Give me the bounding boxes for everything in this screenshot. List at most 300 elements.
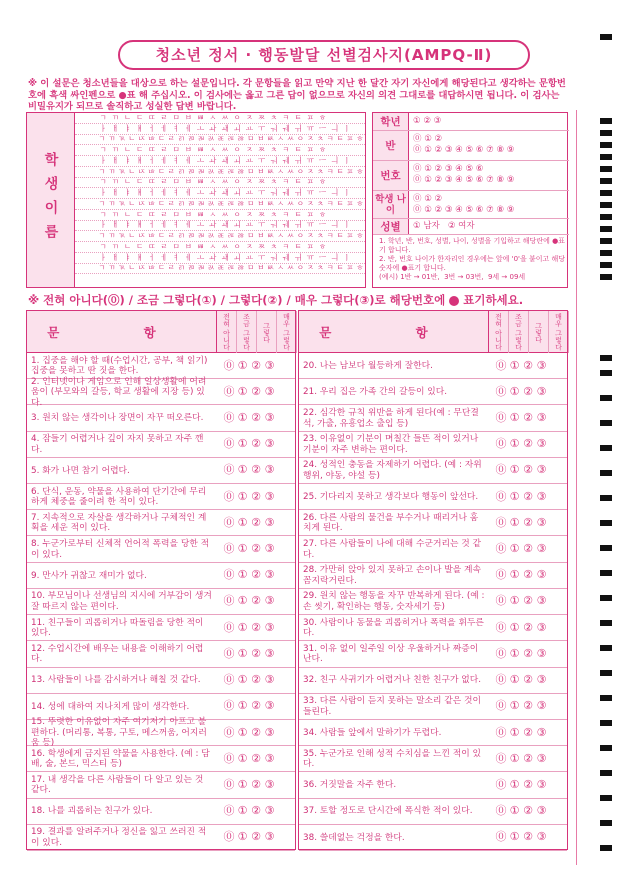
- name-bubble[interactable]: ㅌ: [294, 209, 302, 219]
- name-bubble[interactable]: ㅙ: [221, 188, 229, 198]
- name-bubble[interactable]: ㅇ: [296, 231, 305, 241]
- name-bubble[interactable]: ㄷ: [157, 198, 166, 208]
- answer-bubble-1[interactable]: ①: [237, 489, 248, 503]
- answer-bubble-2[interactable]: ②: [523, 568, 533, 582]
- name-bubble[interactable]: ㄲ: [108, 166, 116, 176]
- name-bubble[interactable]: ㄸ: [148, 209, 156, 219]
- name-bubble[interactable]: ㅝ: [270, 123, 278, 133]
- name-bubble[interactable]: ㄲ: [111, 145, 119, 155]
- answer-bubble-1[interactable]: ①: [509, 594, 520, 608]
- answer-bubble-3[interactable]: ③: [536, 542, 547, 556]
- name-bubble[interactable]: ㄵ: [138, 166, 146, 176]
- name-bubble[interactable]: ㅡ: [318, 123, 327, 133]
- name-bubble[interactable]: ㅕ: [172, 155, 180, 165]
- answer-bubble-2[interactable]: ②: [523, 437, 533, 451]
- name-bubble[interactable]: ㅁ: [247, 134, 255, 144]
- name-bubble[interactable]: ㅀ: [237, 198, 245, 208]
- name-bubble[interactable]: ㄴ: [128, 263, 136, 273]
- name-bubble[interactable]: ㅇ: [233, 177, 241, 187]
- answer-bubble-1[interactable]: ①: [237, 699, 248, 713]
- name-bubble[interactable]: ㅀ: [237, 263, 245, 273]
- name-bubble[interactable]: ㅋ: [326, 134, 334, 144]
- name-bubble[interactable]: ㅒ: [136, 123, 144, 133]
- name-bubble[interactable]: ㅡ: [318, 220, 327, 230]
- name-bubble[interactable]: ㅔ: [160, 220, 168, 230]
- name-bubble[interactable]: ㅏ: [99, 155, 107, 165]
- name-bubble[interactable]: ㅍ: [306, 177, 314, 187]
- name-bubble[interactable]: ㅍ: [346, 134, 354, 144]
- name-bubble[interactable]: ㅍ: [346, 231, 354, 241]
- name-bubble[interactable]: ㅏ: [99, 252, 107, 262]
- answer-bubble-2[interactable]: ②: [251, 620, 261, 634]
- answer-bubble-0[interactable]: ⓪: [495, 358, 507, 372]
- name-bubble[interactable]: ㅎ: [318, 177, 327, 187]
- answer-bubble-2[interactable]: ②: [251, 542, 261, 556]
- answer-bubble-1[interactable]: ①: [509, 751, 520, 765]
- name-bubble[interactable]: ㅌ: [336, 198, 344, 208]
- answer-bubble-2[interactable]: ②: [251, 568, 261, 582]
- name-bubble[interactable]: ㄻ: [187, 198, 195, 208]
- answer-bubble-3[interactable]: ③: [536, 437, 547, 451]
- name-bubble[interactable]: ㅋ: [326, 198, 334, 208]
- name-bubble[interactable]: ㅄ: [267, 263, 275, 273]
- name-bubble[interactable]: ㅊ: [316, 166, 324, 176]
- name-bubble[interactable]: ㅌ: [336, 166, 344, 176]
- answer-bubble-3[interactable]: ③: [264, 673, 275, 687]
- name-bubble[interactable]: ㄲ: [111, 177, 119, 187]
- answer-bubble-2[interactable]: ②: [523, 411, 533, 424]
- name-bubble[interactable]: ㄸ: [148, 241, 156, 251]
- name-bubble[interactable]: ㄱ: [98, 198, 106, 208]
- name-bubble[interactable]: ㅋ: [326, 166, 334, 176]
- answer-bubble-1[interactable]: ①: [237, 411, 248, 424]
- name-bubble[interactable]: ㅘ: [209, 220, 217, 230]
- name-bubble[interactable]: ㅅ: [209, 112, 217, 122]
- name-bubble[interactable]: ㅔ: [160, 252, 168, 262]
- answer-bubble-1[interactable]: ①: [237, 463, 248, 477]
- answer-bubble-0[interactable]: ⓪: [223, 384, 235, 398]
- name-bubble[interactable]: ㄴ: [128, 134, 136, 144]
- name-bubble[interactable]: ㅓ: [148, 252, 156, 262]
- name-bubble[interactable]: ㅌ: [336, 263, 344, 273]
- name-bubble[interactable]: ㅢ: [331, 188, 339, 198]
- number-bubbles[interactable]: ⓪ ① ② ③ ④ ⑤ ⑥ ⓪ ① ② ③ ④ ⑤ ⑥ ⑦ ⑧ ⑨: [413, 164, 515, 185]
- answer-bubble-0[interactable]: ⓪: [223, 568, 235, 582]
- answer-bubble-2[interactable]: ②: [523, 463, 533, 477]
- name-bubble[interactable]: ㅉ: [257, 112, 266, 122]
- name-bubble[interactable]: ㅝ: [270, 220, 278, 230]
- name-bubble[interactable]: ㄽ: [207, 198, 215, 208]
- answer-bubble-0[interactable]: ⓪: [495, 384, 507, 398]
- name-bubble[interactable]: ㅃ: [196, 209, 205, 219]
- name-bubble[interactable]: ㅀ: [237, 231, 245, 241]
- answer-bubble-1[interactable]: ①: [509, 673, 520, 687]
- answer-bubble-0[interactable]: ⓪: [495, 620, 507, 634]
- answer-bubble-2[interactable]: ②: [251, 830, 261, 844]
- name-bubble[interactable]: ㄳ: [118, 198, 126, 208]
- answer-bubble-0[interactable]: ⓪: [223, 463, 235, 477]
- name-bubble[interactable]: ㅕ: [172, 188, 180, 198]
- answer-bubble-2[interactable]: ②: [251, 411, 261, 424]
- answer-bubble-3[interactable]: ③: [264, 384, 275, 398]
- answer-bubble-1[interactable]: ①: [237, 725, 248, 739]
- name-bubble[interactable]: ㅇ: [296, 263, 305, 273]
- name-bubble[interactable]: ㅊ: [270, 177, 278, 187]
- name-bubble[interactable]: ㄺ: [177, 198, 185, 208]
- name-bubble[interactable]: ㅠ: [306, 188, 314, 198]
- name-bubble[interactable]: ㄵ: [138, 198, 146, 208]
- answer-bubble-3[interactable]: ③: [264, 437, 275, 451]
- name-bubble[interactable]: ㄼ: [197, 198, 205, 208]
- name-bubble[interactable]: ㄾ: [217, 263, 225, 273]
- name-bubble[interactable]: ㅋ: [326, 263, 334, 273]
- answer-bubble-2[interactable]: ②: [523, 594, 533, 608]
- sex-bubbles[interactable]: ① 남자 ② 여자: [413, 221, 475, 231]
- answer-bubble-3[interactable]: ③: [536, 411, 547, 424]
- name-bubble[interactable]: ㅄ: [267, 231, 275, 241]
- name-bubble[interactable]: ㅊ: [270, 145, 278, 155]
- name-bubble[interactable]: ㄱ: [98, 166, 106, 176]
- name-bubble[interactable]: ㅝ: [270, 155, 278, 165]
- name-bubble[interactable]: ㅏ: [99, 188, 107, 198]
- name-bubble[interactable]: ㅖ: [184, 188, 193, 198]
- name-bubble[interactable]: ㄿ: [227, 263, 235, 273]
- name-bubble[interactable]: ㅖ: [184, 220, 193, 230]
- name-bubble[interactable]: ㅈ: [245, 145, 253, 155]
- answer-bubble-1[interactable]: ①: [237, 542, 248, 556]
- name-bubble[interactable]: ㅡ: [318, 155, 327, 165]
- name-bubble[interactable]: ㄹ: [160, 145, 168, 155]
- answer-bubble-3[interactable]: ③: [536, 646, 547, 660]
- name-bubble[interactable]: ㄸ: [148, 145, 156, 155]
- name-bubble[interactable]: ㅟ: [294, 123, 302, 133]
- answer-bubble-3[interactable]: ③: [264, 620, 275, 634]
- name-bubble[interactable]: ㅈ: [306, 198, 314, 208]
- answer-bubble-0[interactable]: ⓪: [495, 725, 507, 739]
- answer-bubble-3[interactable]: ③: [264, 804, 275, 818]
- name-bubble[interactable]: ㄾ: [217, 198, 225, 208]
- name-bubble[interactable]: ㅅ: [209, 177, 217, 187]
- name-bubble[interactable]: ㅂ: [257, 198, 265, 208]
- answer-bubble-0[interactable]: ⓪: [495, 830, 507, 844]
- name-bubble[interactable]: ㅉ: [257, 209, 266, 219]
- name-bubble[interactable]: ㅛ: [245, 188, 253, 198]
- name-bubble[interactable]: ㅂ: [257, 263, 265, 273]
- name-bubble[interactable]: ㅂ: [184, 112, 193, 122]
- name-bubble[interactable]: ㅔ: [160, 123, 168, 133]
- answer-bubble-3[interactable]: ③: [264, 725, 275, 739]
- name-bubble[interactable]: ㅃ: [196, 177, 205, 187]
- name-bubble[interactable]: ㄱ: [99, 241, 107, 251]
- answer-bubble-0[interactable]: ⓪: [223, 804, 235, 818]
- name-bubble[interactable]: ㄻ: [187, 166, 195, 176]
- name-bubble[interactable]: ㅅ: [276, 263, 285, 273]
- name-bubble[interactable]: ㅅ: [276, 166, 285, 176]
- answer-bubble-0[interactable]: ⓪: [223, 594, 235, 608]
- name-bubble[interactable]: ㅚ: [233, 252, 241, 262]
- name-bubble[interactable]: ㄲ: [111, 209, 119, 219]
- name-bubble[interactable]: ㅔ: [160, 155, 168, 165]
- answer-bubble-0[interactable]: ⓪: [495, 515, 507, 529]
- name-bubble[interactable]: ㅍ: [306, 241, 314, 251]
- name-bubble[interactable]: ㅙ: [221, 252, 229, 262]
- name-bubble[interactable]: ㄴ: [123, 241, 132, 251]
- name-bubble[interactable]: ㅐ: [111, 220, 119, 230]
- answer-bubble-3[interactable]: ③: [536, 751, 547, 765]
- answer-bubble-3[interactable]: ③: [536, 384, 547, 398]
- answer-bubble-2[interactable]: ②: [251, 384, 261, 398]
- name-bubble[interactable]: ㅈ: [306, 263, 314, 273]
- name-bubble[interactable]: ㅅ: [209, 241, 217, 251]
- name-bubble[interactable]: ㄷ: [136, 177, 144, 187]
- name-bubble[interactable]: ㄱ: [98, 134, 106, 144]
- name-bubble[interactable]: ㅆ: [221, 112, 229, 122]
- answer-bubble-1[interactable]: ①: [237, 620, 248, 634]
- name-bubble[interactable]: ㅎ: [318, 112, 327, 122]
- name-bubble[interactable]: ㅐ: [111, 188, 119, 198]
- name-bubble[interactable]: ㅙ: [221, 220, 229, 230]
- name-bubble[interactable]: ㅅ: [209, 145, 217, 155]
- name-bubble[interactable]: ㅁ: [172, 145, 180, 155]
- name-bubble[interactable]: ㅕ: [172, 220, 180, 230]
- class-bubbles[interactable]: ⓪ ① ② ⓪ ① ② ③ ④ ⑤ ⑥ ⑦ ⑧ ⑨: [413, 134, 515, 155]
- answer-bubble-3[interactable]: ③: [536, 594, 547, 608]
- answer-bubble-3[interactable]: ③: [536, 830, 547, 844]
- answer-bubble-2[interactable]: ②: [523, 830, 533, 844]
- answer-bubble-0[interactable]: ⓪: [223, 515, 235, 529]
- name-bubble[interactable]: ㄷ: [136, 145, 144, 155]
- name-bubble[interactable]: ㅍ: [306, 209, 314, 219]
- name-bubble[interactable]: ㅜ: [257, 155, 266, 165]
- answer-bubble-0[interactable]: ⓪: [223, 358, 235, 372]
- answer-bubble-1[interactable]: ①: [509, 646, 520, 660]
- name-bubble[interactable]: ㅊ: [316, 231, 324, 241]
- name-bubble[interactable]: ㄹ: [167, 166, 176, 176]
- name-bubble[interactable]: ㅂ: [257, 231, 265, 241]
- answer-bubble-3[interactable]: ③: [536, 804, 547, 818]
- name-bubble[interactable]: ㄱ: [99, 209, 107, 219]
- name-bubble[interactable]: ㅋ: [282, 177, 290, 187]
- name-bubble[interactable]: ㅗ: [196, 155, 205, 165]
- answer-bubble-1[interactable]: ①: [509, 463, 520, 477]
- answer-bubble-2[interactable]: ②: [523, 725, 533, 739]
- name-bubble[interactable]: ㅍ: [346, 198, 354, 208]
- answer-bubble-0[interactable]: ⓪: [223, 646, 235, 660]
- name-bubble[interactable]: ㅘ: [209, 155, 217, 165]
- name-bubble[interactable]: ㅊ: [270, 209, 278, 219]
- name-bubble[interactable]: ㄵ: [138, 231, 146, 241]
- answer-bubble-1[interactable]: ①: [237, 358, 248, 372]
- name-bubble[interactable]: ㅊ: [270, 112, 278, 122]
- name-bubble[interactable]: ㅟ: [294, 188, 302, 198]
- name-bubble[interactable]: ㅆ: [286, 198, 295, 208]
- answer-bubble-1[interactable]: ①: [237, 384, 248, 398]
- name-bubble[interactable]: ㄱ: [98, 263, 106, 273]
- name-bubble[interactable]: ㄹ: [160, 241, 168, 251]
- name-bubble[interactable]: ㅍ: [346, 263, 354, 273]
- name-bubble[interactable]: ㄷ: [136, 112, 144, 122]
- answer-bubble-0[interactable]: ⓪: [223, 489, 235, 503]
- name-bubble[interactable]: ㄽ: [207, 263, 215, 273]
- name-bubble[interactable]: ㅇ: [233, 145, 241, 155]
- name-bubble[interactable]: ㄹ: [167, 263, 176, 273]
- answer-bubble-2[interactable]: ②: [251, 358, 261, 372]
- name-bubble[interactable]: ㅇ: [233, 241, 241, 251]
- name-bubble[interactable]: ㄶ: [147, 263, 156, 273]
- answer-bubble-2[interactable]: ②: [251, 437, 261, 451]
- answer-bubble-0[interactable]: ⓪: [495, 804, 507, 818]
- name-bubble[interactable]: ㅅ: [276, 231, 285, 241]
- answer-bubble-1[interactable]: ①: [509, 620, 520, 634]
- answer-bubble-2[interactable]: ②: [523, 489, 533, 503]
- name-bubble[interactable]: ㅋ: [282, 241, 290, 251]
- name-bubble[interactable]: ㅖ: [184, 155, 193, 165]
- name-bubble[interactable]: ㅖ: [184, 123, 193, 133]
- name-bubble[interactable]: ㄽ: [207, 231, 215, 241]
- name-bubble[interactable]: ㅁ: [172, 177, 180, 187]
- name-bubble[interactable]: ㄵ: [138, 263, 146, 273]
- name-bubble[interactable]: ㅀ: [237, 166, 245, 176]
- name-bubble[interactable]: ㅠ: [306, 123, 314, 133]
- name-bubble[interactable]: ㅛ: [245, 252, 253, 262]
- name-bubble[interactable]: ㄹ: [160, 209, 168, 219]
- name-bubble[interactable]: ㅎ: [356, 166, 364, 176]
- name-bubble[interactable]: ㅆ: [221, 145, 229, 155]
- name-bubble[interactable]: ㄿ: [227, 166, 235, 176]
- name-bubble[interactable]: ㅚ: [233, 220, 241, 230]
- name-bubble[interactable]: ㅊ: [270, 241, 278, 251]
- name-bubble[interactable]: ㄷ: [157, 134, 166, 144]
- name-bubble[interactable]: ㅠ: [306, 155, 314, 165]
- name-bubble[interactable]: ㅂ: [184, 177, 193, 187]
- name-bubble[interactable]: ㄴ: [123, 112, 132, 122]
- name-bubble[interactable]: ㅟ: [294, 252, 302, 262]
- name-bubble[interactable]: ㅎ: [356, 231, 364, 241]
- name-bubble[interactable]: ㄷ: [136, 209, 144, 219]
- name-bubble[interactable]: ㅝ: [270, 252, 278, 262]
- name-bubble[interactable]: ㄹ: [160, 177, 168, 187]
- name-bubble[interactable]: ㄳ: [118, 166, 126, 176]
- name-bubble[interactable]: ㅢ: [331, 155, 339, 165]
- answer-bubble-2[interactable]: ②: [251, 646, 261, 660]
- name-bubble[interactable]: ㅎ: [318, 145, 327, 155]
- answer-bubble-0[interactable]: ⓪: [495, 673, 507, 687]
- name-bubble[interactable]: ㅊ: [316, 134, 324, 144]
- answer-bubble-1[interactable]: ①: [509, 804, 520, 818]
- name-bubble[interactable]: ㅘ: [209, 123, 217, 133]
- name-bubble[interactable]: ㄽ: [207, 166, 215, 176]
- answer-bubble-0[interactable]: ⓪: [223, 751, 235, 765]
- name-bubble[interactable]: ㄻ: [187, 263, 195, 273]
- answer-bubble-0[interactable]: ⓪: [495, 646, 507, 660]
- name-bubble[interactable]: ㄼ: [197, 134, 205, 144]
- answer-bubble-1[interactable]: ①: [509, 437, 520, 451]
- name-bubble[interactable]: ㅆ: [221, 177, 229, 187]
- name-bubble[interactable]: ㄿ: [227, 134, 235, 144]
- name-bubble[interactable]: ㅇ: [296, 134, 305, 144]
- name-bubble[interactable]: ㄺ: [177, 134, 185, 144]
- answer-bubble-2[interactable]: ②: [523, 777, 533, 791]
- name-bubble[interactable]: ㅑ: [123, 123, 132, 133]
- answer-bubble-2[interactable]: ②: [251, 594, 261, 608]
- name-bubble[interactable]: ㅎ: [356, 198, 364, 208]
- answer-bubble-1[interactable]: ①: [509, 568, 520, 582]
- name-bubble[interactable]: ㅕ: [172, 252, 180, 262]
- name-bubble[interactable]: ㅜ: [257, 252, 266, 262]
- grade-bubbles[interactable]: ① ② ③: [413, 116, 442, 126]
- name-bubble[interactable]: ㅄ: [267, 166, 275, 176]
- name-bubble[interactable]: ㅗ: [196, 220, 205, 230]
- name-bubble[interactable]: ㄱ: [99, 112, 107, 122]
- name-bubble[interactable]: ㄽ: [207, 134, 215, 144]
- name-bubble[interactable]: ㅙ: [221, 155, 229, 165]
- answer-bubble-1[interactable]: ①: [509, 830, 520, 844]
- name-bubble[interactable]: ㅍ: [346, 166, 354, 176]
- answer-bubble-2[interactable]: ②: [523, 673, 533, 687]
- name-bubble[interactable]: ㅈ: [306, 134, 314, 144]
- answer-bubble-3[interactable]: ③: [264, 463, 275, 477]
- name-bubble[interactable]: ㅇ: [233, 112, 241, 122]
- name-bubble[interactable]: ㄹ: [160, 112, 168, 122]
- name-bubble[interactable]: ㅍ: [306, 112, 314, 122]
- answer-bubble-0[interactable]: ⓪: [495, 542, 507, 556]
- name-bubble[interactable]: ㅂ: [184, 241, 193, 251]
- name-bubble[interactable]: ㅛ: [245, 123, 253, 133]
- name-bubble[interactable]: ㅑ: [123, 220, 132, 230]
- name-bubble[interactable]: ㅗ: [196, 252, 205, 262]
- name-bubble[interactable]: ㅐ: [111, 123, 119, 133]
- name-bubble[interactable]: ㅌ: [336, 134, 344, 144]
- name-bubble[interactable]: ㅄ: [267, 134, 275, 144]
- name-bubble[interactable]: ㄾ: [217, 166, 225, 176]
- name-bubble[interactable]: ㄷ: [157, 231, 166, 241]
- name-bubble[interactable]: ㅉ: [257, 241, 266, 251]
- name-bubble[interactable]: ㄳ: [118, 134, 126, 144]
- name-bubble[interactable]: ㅂ: [184, 209, 193, 219]
- answer-bubble-2[interactable]: ②: [251, 673, 261, 687]
- name-bubble[interactable]: ㅈ: [306, 231, 314, 241]
- answer-bubble-1[interactable]: ①: [509, 542, 520, 556]
- name-bubble[interactable]: ㅞ: [282, 123, 290, 133]
- name-bubble[interactable]: ㅅ: [276, 134, 285, 144]
- name-bubble[interactable]: ㅑ: [123, 155, 132, 165]
- name-bubble[interactable]: ㅒ: [136, 220, 144, 230]
- name-bubble[interactable]: ㅈ: [245, 209, 253, 219]
- name-bubble[interactable]: ㅋ: [282, 145, 290, 155]
- answer-bubble-0[interactable]: ⓪: [495, 699, 507, 713]
- name-bubble[interactable]: ㅆ: [286, 166, 295, 176]
- name-bubble[interactable]: ㅑ: [123, 252, 132, 262]
- name-bubble[interactable]: ㅂ: [257, 166, 265, 176]
- name-bubble[interactable]: ㄹ: [167, 231, 176, 241]
- name-bubble[interactable]: ㅣ: [343, 188, 351, 198]
- name-bubble[interactable]: ㄾ: [217, 231, 225, 241]
- name-bubble[interactable]: ㄲ: [108, 231, 116, 241]
- name-bubble[interactable]: ㅎ: [356, 263, 364, 273]
- answer-bubble-1[interactable]: ①: [237, 646, 248, 660]
- name-bubble[interactable]: ㅟ: [294, 155, 302, 165]
- name-bubble[interactable]: ㄷ: [157, 263, 166, 273]
- name-bubble[interactable]: ㅆ: [286, 263, 295, 273]
- name-bubble[interactable]: ㅁ: [172, 241, 180, 251]
- name-bubble[interactable]: ㄱ: [99, 145, 107, 155]
- answer-bubble-0[interactable]: ⓪: [495, 751, 507, 765]
- name-bubble[interactable]: ㄺ: [177, 166, 185, 176]
- name-bubble[interactable]: ㅞ: [282, 220, 290, 230]
- name-bubble[interactable]: ㄲ: [108, 134, 116, 144]
- name-bubble[interactable]: ㅇ: [296, 198, 305, 208]
- name-bubble[interactable]: ㅈ: [245, 241, 253, 251]
